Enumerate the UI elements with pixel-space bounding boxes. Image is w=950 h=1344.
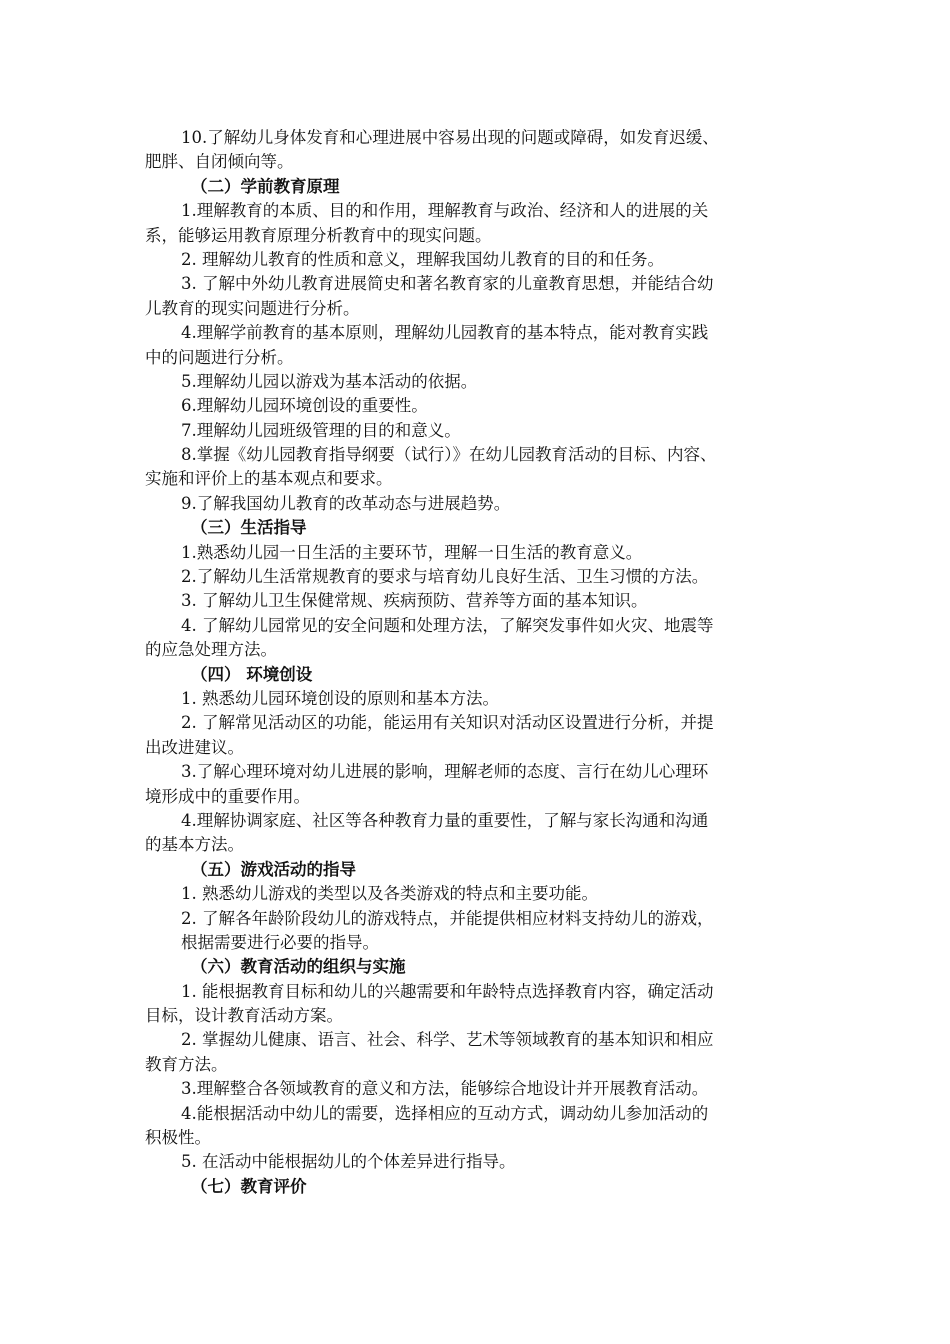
text-line: 1. 能根据教育目标和幼儿的兴趣需要和年龄特点选择教育内容，确定活动 xyxy=(181,981,714,1001)
text-line: 4. 了解幼儿园常见的安全问题和处理方法，了解突发事件如火灾、地震等 xyxy=(181,615,714,635)
text-line: 出改进建议。 xyxy=(145,737,244,757)
text-line: 教育方法。 xyxy=(145,1054,228,1074)
text-line: 2. 掌握幼儿健康、语言、社会、科学、艺术等领域教育的基本知识和相应 xyxy=(181,1030,714,1050)
text-line: 的基本方法。 xyxy=(145,835,244,855)
text-line: 2. 了解常见活动区的功能，能运用有关知识对活动区设置进行分析，并提 xyxy=(181,713,714,733)
section-heading: （二）学前教育原理 xyxy=(191,176,340,196)
text-line: 的应急处理方法。 xyxy=(145,640,277,660)
text-line: 3.理解整合各领域教育的意义和方法，能够综合地设计并开展教育活动。 xyxy=(181,1079,709,1099)
section-heading: （四） 环境创设 xyxy=(191,664,313,684)
text-line: 2. 理解幼儿教育的性质和意义，理解我国幼儿教育的目的和任务。 xyxy=(181,249,664,269)
text-line: 8.掌握《幼儿园教育指导纲要（试行）》在幼儿园教育活动的目标、内容、 xyxy=(181,445,717,465)
text-line: 2.了解幼儿生活常规教育的要求与培育幼儿良好生活、卫生习惯的方法。 xyxy=(181,567,709,587)
text-line: 系，能够运用教育原理分析教育中的现实问题。 xyxy=(145,225,492,245)
text-line: 2. 了解各年龄阶段幼儿的游戏特点，并能提供相应材料支持幼儿的游戏， xyxy=(181,908,714,928)
text-line: 7.理解幼儿园班级管理的目的和意义。 xyxy=(181,420,461,440)
text-line: 4.理解学前教育的基本原则，理解幼儿园教育的基本特点，能对教育实践 xyxy=(181,323,709,343)
text-line: 根据需要进行必要的指导。 xyxy=(181,932,379,952)
text-line: 4.理解协调家庭、社区等各种教育力量的重要性，了解与家长沟通和沟通 xyxy=(181,810,709,830)
text-line: 中的问题进行分析。 xyxy=(145,347,294,367)
text-line: 3.了解心理环境对幼儿进展的影响，理解老师的态度、言行在幼儿心理环 xyxy=(181,762,709,782)
text-line: 实施和评价上的基本观点和要求。 xyxy=(145,469,393,489)
text-line: 肥胖、自闭倾向等。 xyxy=(145,152,294,172)
text-line: 目标，设计教育活动方案。 xyxy=(145,1006,343,1026)
text-line: 6.理解幼儿园环境创设的重要性。 xyxy=(181,396,428,416)
text-line: 1.熟悉幼儿园一日生活的主要环节，理解一日生活的教育意义。 xyxy=(181,542,643,562)
section-heading: （五）游戏活动的指导 xyxy=(191,859,356,879)
text-line: 1. 熟悉幼儿游戏的类型以及各类游戏的特点和主要功能。 xyxy=(181,884,598,904)
text-line: 3. 了解中外幼儿教育进展简史和著名教育家的儿童教育思想，并能结合幼 xyxy=(181,274,714,294)
text-line: 9.了解我国幼儿教育的改革动态与进展趋势。 xyxy=(181,493,511,513)
text-line: 儿教育的现实问题进行分析。 xyxy=(145,298,360,318)
section-heading: （三）生活指导 xyxy=(191,518,307,538)
text-line: 3. 了解幼儿卫生保健常规、疾病预防、营养等方面的基本知识。 xyxy=(181,591,648,611)
text-line: 5. 在活动中能根据幼儿的个体差异进行指导。 xyxy=(181,1152,516,1172)
text-line: 积极性。 xyxy=(145,1128,211,1148)
section-heading: （七）教育评价 xyxy=(191,1176,307,1196)
section-heading: （六）教育活动的组织与实施 xyxy=(191,957,406,977)
text-line: 1.理解教育的本质、目的和作用，理解教育与政治、经济和人的进展的关 xyxy=(181,201,709,221)
text-line: 境形成中的重要作用。 xyxy=(145,786,310,806)
document-body xyxy=(145,126,810,1199)
text-line: 5.理解幼儿园以游戏为基本活动的依据。 xyxy=(181,371,478,391)
text-line: 4.能根据活动中幼儿的需要，选择相应的互动方式，调动幼儿参加活动的 xyxy=(181,1103,709,1123)
text-line: 10.了解幼儿身体发育和心理进展中容易出现的问题或障碍，如发育迟缓、 xyxy=(181,128,719,147)
text-line: 1. 熟悉幼儿园环境创设的原则和基本方法。 xyxy=(181,688,499,708)
